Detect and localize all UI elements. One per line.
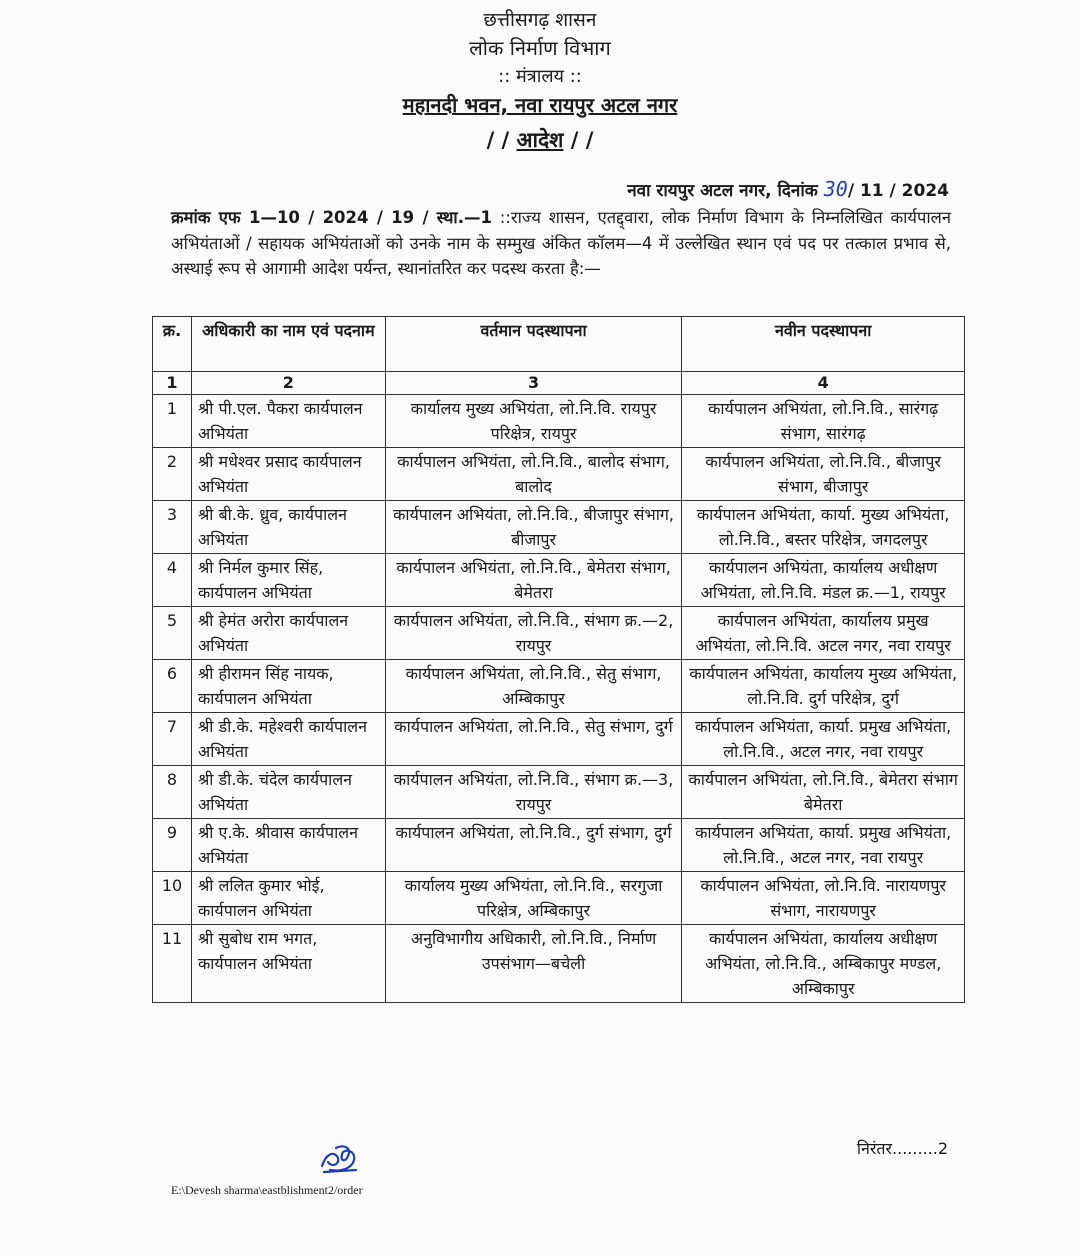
department-title: लोक निर्माण विभाग: [469, 36, 611, 60]
row-current-posting: कार्यपालन अभियंता, लो.नि.वि., सेतु संभाग, अम्बिकापुर: [385, 660, 682, 713]
table-row: [153, 660, 965, 713]
row-new-posting: कार्यपालन अभियंता, कार्या. प्रमुख अभियंता, लो.नि.वि., अटल नगर, नवा रायपुर: [682, 819, 965, 872]
ministry-title: :: मंत्रालय ::: [498, 66, 582, 87]
table-row: [153, 713, 965, 766]
row-officer-name: श्री डी.के. चंदेल कार्यपालन अभियंता: [191, 766, 385, 819]
row-current-posting: कार्यपालन अभियंता, लो.नि.वि., संभाग क्र.—2, रायपुर: [385, 607, 682, 660]
row-officer-name: श्री पी.एल. पैकरा कार्यपालन अभियंता: [191, 395, 385, 448]
row-serial: 1: [153, 395, 192, 448]
row-serial: 7: [153, 713, 192, 766]
header-name: अधिकारी का नाम एवं पदनाम: [191, 317, 385, 372]
table-row: [153, 925, 965, 1003]
row-current-posting: कार्यपालन अभियंता, लो.नि.वि., बालोद संभाग, बालोद: [385, 448, 682, 501]
date-line: नवा रायपुर अटल नगर, दिनांक 30/ 11 / 2024: [627, 177, 949, 201]
address-line: महानदी भवन, नवा रायपुर अटल नगर: [402, 93, 678, 117]
signature-mark-icon: [316, 1140, 364, 1178]
row-new-posting: कार्यपालन अभियंता, कार्यालय प्रमुख अभियंता, लो.नि.वि. अटल नगर, नवा रायपुर: [682, 607, 965, 660]
row-current-posting: कार्यपालन अभियंता, लो.नि.वि., सेतु संभाग, दुर्ग: [385, 713, 682, 766]
row-officer-name: श्री निर्मल कुमार सिंह, कार्यपालन अभियंता: [191, 554, 385, 607]
order-heading: / / आदेश / /: [486, 128, 594, 152]
order-intro-paragraph: क्रमांक एफ 1—10 / 2024 / 19 / स्था.—1 ::राज्य शासन, एतद्द्वारा, लोक निर्माण विभाग के निम्नलिखित कार्यपालन अभियंताओं / सहायक अभियंताओं को उनके नाम के सम्मुख अंकित कॉलम—4 में उल्लेखित स्थान एवं पद पर तत्काल प्रभाव से, अस्थाई रूप से आगामी आदेश पर्यन्त, स्थानांतरित कर पदस्थ करता है:—: [171, 208, 951, 278]
row-serial: 2: [153, 448, 192, 501]
row-serial: 8: [153, 766, 192, 819]
row-new-posting: कार्यपालन अभियंता, लो.नि.वि., बीजापुर संभाग, बीजापुर: [682, 448, 965, 501]
header-current-posting: वर्तमान पदस्थापना: [385, 317, 682, 372]
row-new-posting: कार्यपालन अभियंता, कार्यालय अधीक्षण अभियंता, लो.नि.वि. मंडल क्र.—1, रायपुर: [682, 554, 965, 607]
row-serial: 4: [153, 554, 192, 607]
continued-note: निरंतर.........2: [856, 1139, 948, 1158]
row-new-posting: कार्यपालन अभियंता, कार्या. मुख्य अभियंता, लो.नि.वि., बस्तर परिक्षेत्र, जगदलपुर: [682, 501, 965, 554]
row-serial: 10: [153, 872, 192, 925]
table-row: [153, 819, 965, 872]
table-row: [153, 872, 965, 925]
header-new-posting: नवीन पदस्थापना: [682, 317, 965, 372]
header-serial: क्र.: [153, 317, 192, 372]
row-serial: 3: [153, 501, 192, 554]
row-officer-name: श्री बी.के. ध्रुव, कार्यपालन अभियंता: [191, 501, 385, 554]
signature: [316, 1140, 364, 1182]
row-officer-name: श्री मधेश्वर प्रसाद कार्यपालन अभियंता: [191, 448, 385, 501]
transfer-table: [152, 316, 965, 1003]
row-current-posting: अनुविभागीय अधिकारी, लो.नि.वि., निर्माण उपसंभाग—बचेली: [385, 925, 682, 1003]
row-new-posting: कार्यपालन अभियंता, कार्यालय अधीक्षण अभियंता, लो.नि.वि., अम्बिकापुर मण्डल, अम्बिकापुर: [682, 925, 965, 1003]
row-current-posting: कार्यपालन अभियंता, लो.नि.वि., दुर्ग संभाग, दुर्ग: [385, 819, 682, 872]
row-serial: 9: [153, 819, 192, 872]
row-officer-name: श्री डी.के. महेश्वरी कार्यपालन अभियंता: [191, 713, 385, 766]
row-serial: 11: [153, 925, 192, 1003]
table-row: [153, 448, 965, 501]
row-new-posting: कार्यपालन अभियंता, कार्यालय मुख्य अभियंता, लो.नि.वि. दुर्ग परिक्षेत्र, दुर्ग: [682, 660, 965, 713]
row-current-posting: कार्यपालन अभियंता, लो.नि.वि., संभाग क्र.—3, रायपुर: [385, 766, 682, 819]
table-row: [153, 501, 965, 554]
table-column-number-row: 1 2 3 4: [153, 372, 965, 395]
row-current-posting: कार्यपालन अभियंता, लो.नि.वि., बेमेतरा संभाग, बेमेतरा: [385, 554, 682, 607]
table-header-row: [153, 317, 965, 372]
row-current-posting: कार्यपालन अभियंता, लो.नि.वि., बीजापुर संभाग, बीजापुर: [385, 501, 682, 554]
row-officer-name: श्री ललित कुमार भोई, कार्यपालन अभियंता: [191, 872, 385, 925]
row-officer-name: श्री सुबोध राम भगत, कार्यपालन अभियंता: [191, 925, 385, 1003]
row-serial: 5: [153, 607, 192, 660]
row-officer-name: श्री ए.के. श्रीवास कार्यपालन अभियंता: [191, 819, 385, 872]
order-reference: क्रमांक एफ 1—10 / 2024 / 19 / स्था.—1: [171, 208, 492, 227]
row-new-posting: कार्यपालन अभियंता, लो.नि.वि., सारंगढ़ संभाग, सारंगढ़: [682, 395, 965, 448]
row-serial: 6: [153, 660, 192, 713]
handwritten-day: 30: [823, 177, 848, 201]
govt-title: छत्तीसगढ़ शासन: [483, 9, 597, 31]
table-row: [153, 554, 965, 607]
row-new-posting: कार्यपालन अभियंता, लो.नि.वि. नारायणपुर संभाग, नारायणपुर: [682, 872, 965, 925]
table-row: [153, 607, 965, 660]
table-row: [153, 395, 965, 448]
row-officer-name: श्री हीरामन सिंह नायक, कार्यपालन अभियंता: [191, 660, 385, 713]
row-current-posting: कार्यालय मुख्य अभियंता, लो.नि.वि., सरगुजा परिक्षेत्र, अम्बिकापुर: [385, 872, 682, 925]
row-new-posting: कार्यपालन अभियंता, लो.नि.वि., बेमेतरा संभाग बेमेतरा: [682, 766, 965, 819]
row-officer-name: श्री हेमंत अरोरा कार्यपालन अभियंता: [191, 607, 385, 660]
table-row: [153, 766, 965, 819]
row-new-posting: कार्यपालन अभियंता, कार्या. प्रमुख अभियंता, लो.नि.वि., अटल नगर, नवा रायपुर: [682, 713, 965, 766]
file-path: E:\Devesh sharma\eastblishment2/order: [171, 1183, 363, 1197]
row-current-posting: कार्यालय मुख्य अभियंता, लो.नि.वि. रायपुर परिक्षेत्र, रायपुर: [385, 395, 682, 448]
